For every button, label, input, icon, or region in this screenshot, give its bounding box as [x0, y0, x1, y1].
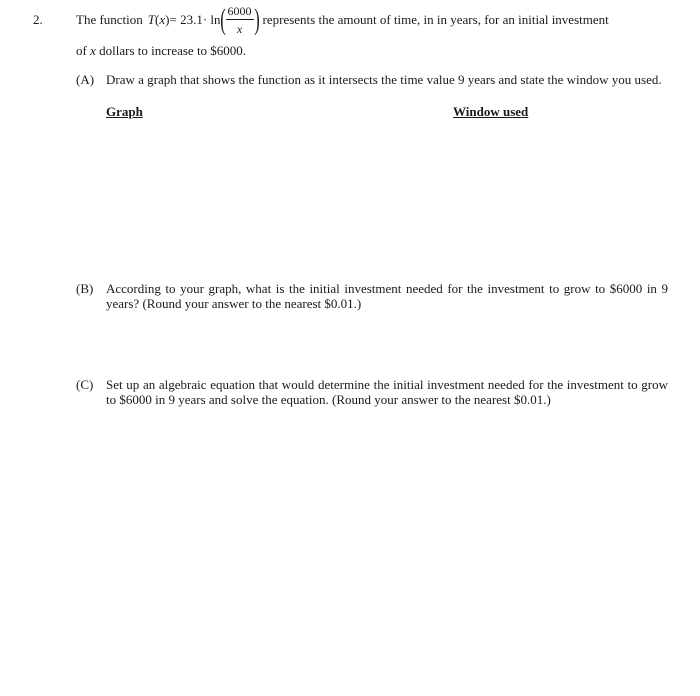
part-c-label: (C): [76, 377, 94, 392]
part-a-label: (A): [76, 72, 95, 87]
question-number: 2.: [33, 12, 43, 27]
stem-intro: The function: [76, 12, 143, 27]
stem-line2-suffix: dollars to increase to $6000.: [99, 43, 247, 58]
stem-line-2: [76, 43, 676, 59]
part-c: [76, 377, 668, 407]
part-c-text: Set up an algebraic equation that would determine the initial investment needed for the investment to grow to $6000 in 9 years and solve the equation. (Round your answer to the nearest $0.01.): [106, 377, 668, 407]
stem-continuation: represents the amount of time, in in years, for an initial investment: [262, 12, 609, 27]
stem-line-1: [76, 3, 676, 36]
right-big-paren: ): [253, 3, 260, 36]
fraction-numerator: 6000: [227, 4, 252, 18]
function-close-paren: ): [165, 12, 170, 27]
window-used-heading: Window used: [453, 104, 529, 119]
fraction: [226, 5, 254, 35]
function-name: T: [147, 12, 156, 27]
part-a-text: Draw a graph that shows the function as it intersects the time value 9 years and state the window you used.: [106, 72, 662, 87]
part-b: [76, 281, 668, 311]
question-stem: [76, 3, 676, 59]
function-expression: = 23.1· ln: [169, 12, 221, 27]
part-b-label: (B): [76, 281, 94, 296]
graph-heading: Graph: [106, 104, 143, 119]
function-open-paren: (: [155, 12, 160, 27]
left-big-paren: (: [219, 3, 226, 36]
stem-line2-variable: x: [90, 43, 96, 58]
fraction-denominator: x: [236, 22, 243, 36]
part-b-text: According to your graph, what is the initial investment needed for the investment to grow to $6000 in 9 years? (Round your answer to the nearest $0.01.): [106, 281, 668, 311]
stem-line2-prefix: of: [76, 43, 87, 58]
part-a: [76, 72, 668, 88]
function-variable: x: [159, 12, 166, 27]
